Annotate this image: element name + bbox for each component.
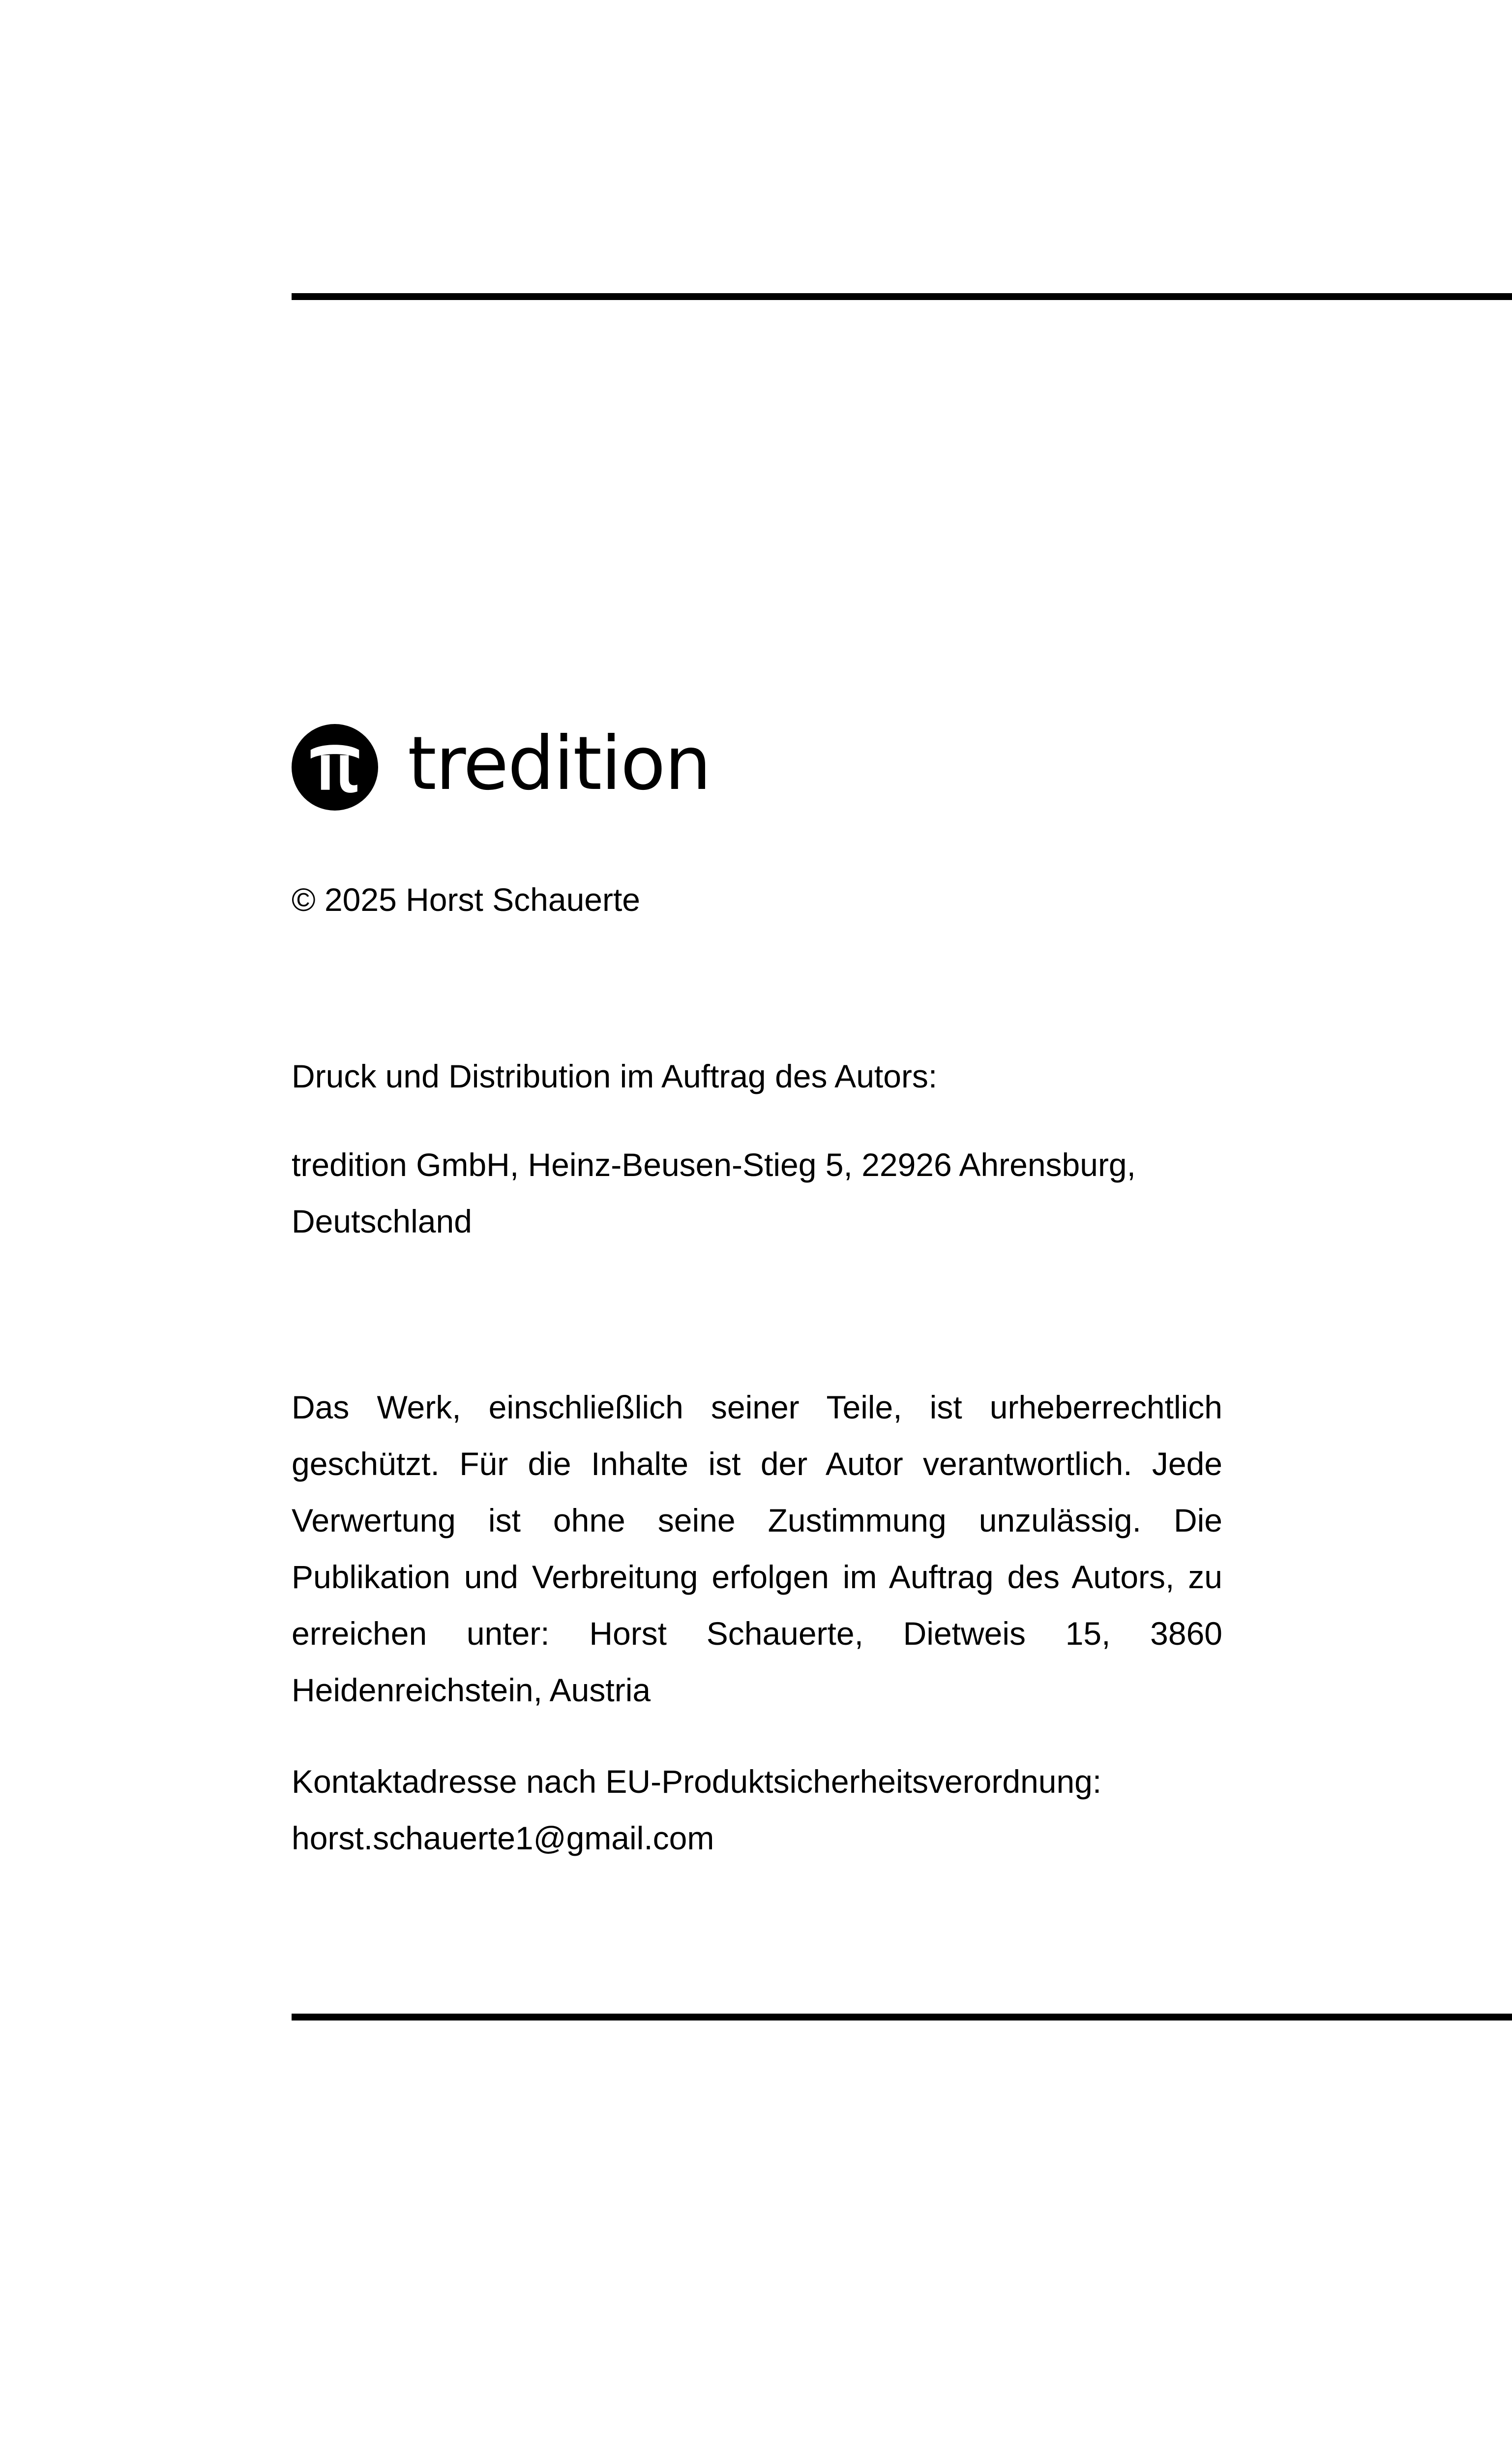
publisher-address: tredition GmbH, Heinz-Beusen-Stieg 5, 22926 Ahrensburg, Deutschland	[292, 1146, 1136, 1239]
contact-block	[292, 1753, 1222, 1867]
publisher-logo-text: tredition	[408, 721, 711, 807]
legal-notice: Das Werk, einschließlich seiner Teile, ist urheberrechtlich geschützt. Für die Inhalte ist der Autor verantwortlich. Jede Verwertung ist ohne seine Zustimmung unzulässig. Die Publikation und Verbreitung erfolgen im Auftrag des Autors, zu erreichen unter: Horst Schauerte, Dietweis 15, 3860 Heidenreichstein, Austria	[292, 1389, 1222, 1708]
top-rule	[292, 293, 1512, 300]
contact-label: Kontaktadresse nach EU-Produktsicherheitsverordnung:	[292, 1763, 1102, 1800]
contact-email[interactable]: horst.schauerte1@gmail.com	[292, 1820, 714, 1856]
tredition-logo-icon	[292, 724, 378, 811]
publisher-logo	[292, 723, 711, 812]
print-distribution-heading: Druck und Distribution im Auftrag des Autors:	[292, 1058, 938, 1094]
copyright-notice: © 2025 Horst Schauerte	[292, 881, 641, 918]
bottom-rule	[292, 2014, 1512, 2021]
